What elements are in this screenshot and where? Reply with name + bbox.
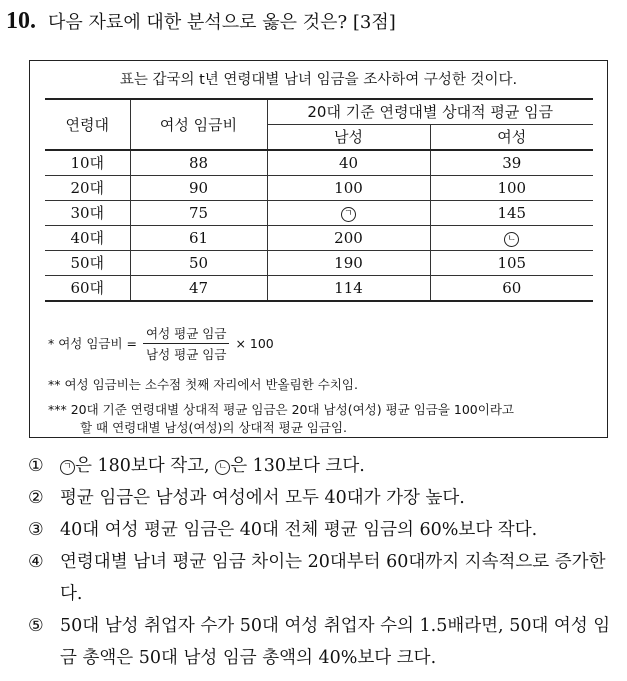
footnote-relative-line1: *** 20대 기준 연령대별 상대적 평균 임금은 20대 남성(여성) 평균 임금을 100이라고 — [48, 402, 514, 417]
option-marker: ① — [28, 456, 44, 476]
circled-mark-b: ㄴ — [215, 460, 230, 475]
table-row — [45, 176, 593, 201]
option-marker: ③ — [28, 520, 44, 540]
header-male: 남성 — [267, 125, 430, 151]
question-header — [6, 8, 396, 35]
cell-ratio: 88 — [130, 150, 267, 176]
cell-female: 105 — [430, 251, 593, 276]
question-text: 다음 자료에 대한 분석으로 옳은 것은? [3점] — [48, 12, 396, 33]
data-box — [29, 60, 608, 438]
cell-female: 39 — [430, 150, 593, 176]
ratio-formula — [48, 323, 599, 363]
cell-age: 60대 — [45, 276, 130, 302]
formula-denominator: 남성 평균 임금 — [146, 346, 227, 362]
question-number: 10. — [6, 8, 36, 34]
cell-ratio: 90 — [130, 176, 267, 201]
circled-mark-a: ㄱ — [341, 207, 356, 222]
cell-female: 60 — [430, 276, 593, 302]
table-row — [45, 150, 593, 176]
header-relative: 20대 기준 연령대별 상대적 평균 임금 — [267, 99, 593, 125]
option-2[interactable] — [28, 482, 623, 514]
footnote-relative-line2: 할 때 연령대별 남성(여성)의 상대적 평균 임금임. — [80, 420, 347, 435]
cell-ratio: 47 — [130, 276, 267, 302]
cell-male: 114 — [267, 276, 430, 302]
option-3[interactable] — [28, 514, 623, 546]
option-marker: ⑤ — [28, 616, 44, 636]
circled-mark-b: ㄴ — [504, 232, 519, 247]
option-text-part: 은 180보다 작고, — [75, 456, 216, 476]
header-age: 연령대 — [45, 99, 130, 150]
cell-male: 40 — [267, 150, 430, 176]
table-row — [45, 201, 593, 226]
option-text: 40대 여성 평균 임금은 40대 전체 평균 임금의 60%보다 작다. — [60, 520, 538, 540]
formula-fraction — [143, 324, 229, 363]
footnote-rounding: ** 여성 임금비는 소수점 첫째 자리에서 반올림한 수치임. — [48, 377, 358, 392]
table-row — [45, 251, 593, 276]
cell-male: 200 — [267, 226, 430, 251]
cell-female: 145 — [430, 201, 593, 226]
table-row — [45, 276, 593, 302]
option-text: 평균 임금은 남성과 여성에서 모두 40대가 가장 높다. — [60, 488, 465, 508]
cell-male — [267, 201, 430, 226]
cell-female: 100 — [430, 176, 593, 201]
box-intro: 표는 갑국의 t년 연령대별 남녀 임금을 조사하여 구성한 것이다. — [119, 72, 518, 88]
option-text-part: 은 130보다 크다. — [230, 456, 365, 476]
header-female: 여성 — [430, 125, 593, 151]
cell-age: 40대 — [45, 226, 130, 251]
cell-male: 100 — [267, 176, 430, 201]
header-ratio: 여성 임금비 — [130, 99, 267, 150]
cell-ratio: 50 — [130, 251, 267, 276]
option-4[interactable] — [28, 546, 623, 610]
option-marker: ④ — [28, 552, 44, 572]
footnote-relative — [48, 401, 599, 437]
option-text — [60, 450, 623, 482]
option-5[interactable] — [28, 610, 623, 674]
option-1[interactable] — [28, 450, 623, 482]
circled-mark-a: ㄱ — [60, 460, 75, 475]
cell-male: 190 — [267, 251, 430, 276]
option-text: 50대 남성 취업자 수가 50대 여성 취업자 수의 1.5배라면, 50대 여성 임금 총액은 50대 남성 임금 총액의 40%보다 크다. — [60, 616, 611, 668]
option-text: 연령대별 남녀 평균 임금 차이는 20대부터 60대까지 지속적으로 증가한다. — [60, 552, 606, 604]
cell-ratio: 75 — [130, 201, 267, 226]
footnotes — [48, 323, 599, 437]
answer-options — [28, 450, 623, 674]
cell-age: 50대 — [45, 251, 130, 276]
cell-female — [430, 226, 593, 251]
cell-age: 20대 — [45, 176, 130, 201]
cell-age: 10대 — [45, 150, 130, 176]
cell-age: 30대 — [45, 201, 130, 226]
formula-suffix: × 100 — [235, 335, 274, 351]
table-row — [45, 226, 593, 251]
option-marker: ② — [28, 488, 44, 508]
formula-numerator: 여성 평균 임금 — [143, 324, 229, 344]
wage-table — [45, 98, 593, 302]
cell-ratio: 61 — [130, 226, 267, 251]
formula-prefix: * 여성 임금비 = — [48, 336, 138, 351]
